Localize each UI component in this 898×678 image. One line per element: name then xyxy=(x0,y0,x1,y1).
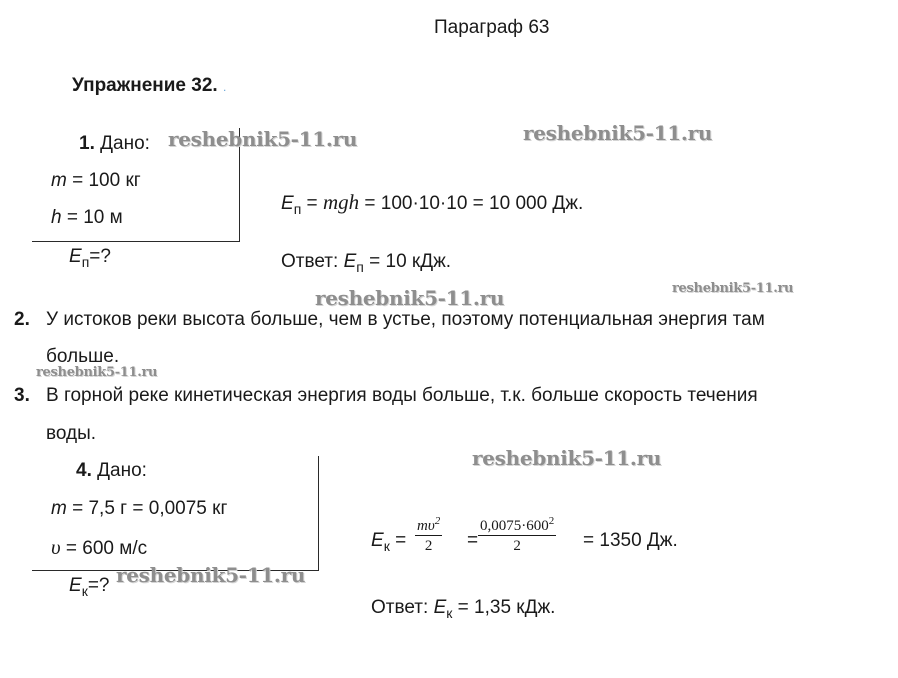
problem2-number: 2. xyxy=(14,309,30,330)
symbol-e: E xyxy=(281,193,294,214)
symbol-h: h xyxy=(51,207,62,228)
given-divider-horizontal xyxy=(32,241,240,242)
problem3-line1: В горной реке кинетическая энергия воды больше, т.к. больше скорость течения xyxy=(46,385,758,406)
symbol-e: E xyxy=(343,251,357,272)
problem1-heading xyxy=(79,133,150,155)
subscript-k: к xyxy=(81,582,88,599)
equals: = xyxy=(389,530,407,551)
exercise-title xyxy=(72,75,226,97)
problem4-answer xyxy=(371,597,555,621)
numerator-text: 0,0075·600 xyxy=(480,518,549,534)
value-m: = 7,5 г = 0,0075 кг xyxy=(66,498,228,519)
symbol-e: E xyxy=(371,530,384,551)
problem2-line2: больше. xyxy=(46,346,120,367)
problem2-line1: У истоков реки высота больше, чем в устье, поэтому потенциальная энергия там xyxy=(46,309,765,330)
exercise-marker: . xyxy=(222,80,227,94)
problem3-line2: воды. xyxy=(46,423,97,444)
problem1-given-m xyxy=(51,170,141,192)
watermark: reshebnik5-11.ru xyxy=(36,365,158,380)
problem3-number: 3. xyxy=(14,385,30,406)
problem1-number: 1. xyxy=(79,133,95,154)
watermark: reshebnik5-11.ru xyxy=(168,127,358,151)
problem1-find xyxy=(69,246,111,270)
symbol-e: E xyxy=(433,597,447,618)
answer-label: Ответ: xyxy=(371,597,434,618)
value-m: = 100 кг xyxy=(66,170,141,191)
watermark: reshebnik5-11.ru xyxy=(116,563,306,587)
fraction-numerator xyxy=(415,512,442,535)
problem4-formula-lhs xyxy=(371,530,406,554)
page-title: Параграф 63 xyxy=(434,17,550,38)
formula-mgh: mgh xyxy=(322,190,360,214)
fraction-mv2-over-2 xyxy=(415,512,442,556)
find-rest: =? xyxy=(89,246,111,267)
fraction-numerator xyxy=(478,512,556,535)
exponent: 2 xyxy=(434,515,441,527)
exponent: 2 xyxy=(548,515,555,527)
fraction-denominator: 2 xyxy=(513,538,521,554)
subscript-p: п xyxy=(356,258,364,275)
answer-value: = 1,35 кДж. xyxy=(452,597,556,618)
symbol-v: υ xyxy=(51,535,61,559)
subscript-k: к xyxy=(383,537,390,554)
problem4-given-label: Дано: xyxy=(97,460,147,481)
problem4-given-v xyxy=(51,535,147,560)
value-h: = 10 м xyxy=(61,207,123,228)
symbol-e: E xyxy=(69,575,82,596)
formula-result: = 100·10·10 = 10 000 Дж. xyxy=(359,193,584,214)
given-divider-vertical xyxy=(318,456,319,571)
problem4-formula-result: = 1350 Дж. xyxy=(583,530,678,551)
watermark: reshebnik5-11.ru xyxy=(472,446,662,470)
problem4-given-m xyxy=(51,498,227,520)
answer-label: Ответ: xyxy=(281,251,344,272)
equals: = xyxy=(301,193,323,214)
problem4-number: 4. xyxy=(76,460,92,481)
numerator-text: mυ xyxy=(417,518,435,534)
symbol-m: m xyxy=(51,170,67,191)
equals: = xyxy=(467,530,479,551)
problem1-given-h xyxy=(51,207,123,229)
value-v: = 600 м/с xyxy=(60,538,148,559)
watermark: reshebnik5-11.ru xyxy=(523,121,713,145)
answer-value: = 10 кДж. xyxy=(363,251,452,272)
subscript-k: к xyxy=(446,604,453,621)
exercise-title-text: Упражнение 32. xyxy=(72,75,218,96)
find-rest: =? xyxy=(87,575,110,596)
problem4-find xyxy=(69,575,109,599)
fraction-denominator: 2 xyxy=(424,538,433,554)
problem1-given-label: Дано: xyxy=(100,133,150,154)
watermark: reshebnik5-11.ru xyxy=(672,281,794,296)
subscript-p: п xyxy=(293,200,302,217)
problem4-heading xyxy=(76,460,147,482)
subscript-p: п xyxy=(81,253,90,270)
symbol-m: m xyxy=(51,498,67,519)
problem1-answer xyxy=(281,251,451,275)
symbol-e: E xyxy=(69,246,82,267)
watermark: reshebnik5-11.ru xyxy=(315,286,505,310)
fraction-values xyxy=(478,512,556,556)
problem1-formula xyxy=(281,190,583,217)
